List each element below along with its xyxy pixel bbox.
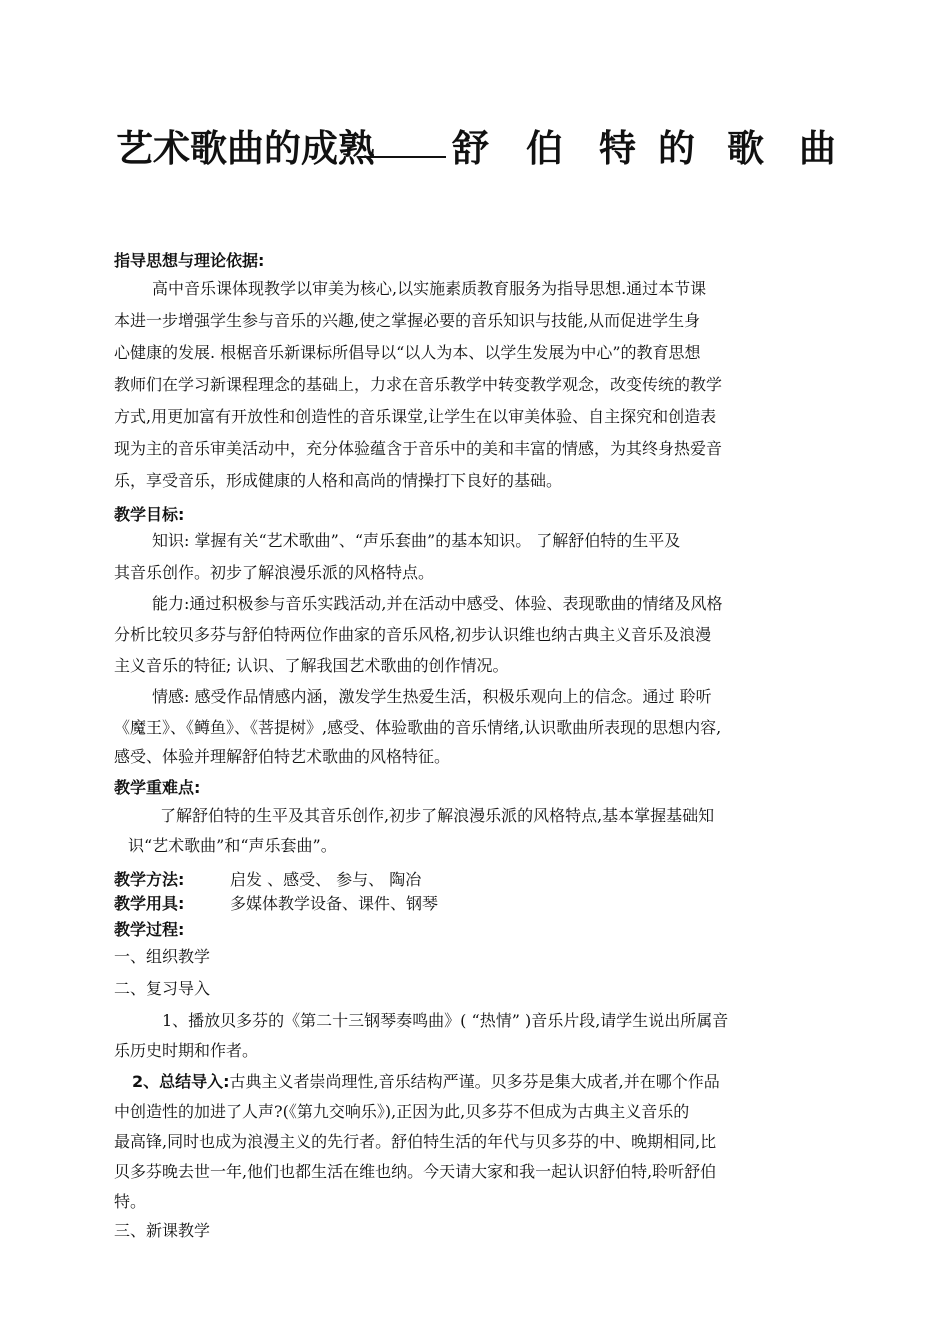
title-underline bbox=[358, 156, 446, 158]
process-item2-line-1 bbox=[132, 1071, 720, 1093]
goals-ability-line-3: 主义音乐的特征; 认识、了解我国艺术歌曲的创作情况。 bbox=[114, 656, 509, 675]
title-char-6: 曲 bbox=[799, 127, 836, 170]
process-item2-label: 2、总结导入: bbox=[132, 1072, 230, 1091]
process-item1-line-1: 1、播放贝多芬的《第二十三钢琴奏鸣曲》( “热情” )音乐片段,请学生说出所属音 bbox=[162, 1011, 729, 1030]
guide-heading: 指导思想与理论依据: bbox=[114, 251, 265, 270]
process-item2-first: 古典主义者崇尚理性,音乐结构严谨。贝多芬是集大成者,并在哪个作品 bbox=[229, 1072, 720, 1091]
tools-label: 教学用具: bbox=[114, 894, 185, 913]
method-label: 教学方法: bbox=[114, 870, 185, 889]
key-heading: 教学重难点: bbox=[114, 778, 201, 797]
tools-value: 多媒体教学设备、课件、钢琴 bbox=[230, 894, 439, 913]
goals-emotion-line-3: 感受、体验并理解舒伯特艺术歌曲的风格特征。 bbox=[114, 747, 451, 766]
goals-knowledge-line-1: 知识: 掌握有关“艺术歌曲”、“声乐套曲”的基本知识。 了解舒伯特的生平及 bbox=[152, 531, 681, 550]
document-title bbox=[116, 118, 836, 168]
title-char-2: 伯 bbox=[526, 127, 563, 170]
title-char-3: 特 bbox=[599, 127, 636, 170]
process-item1-line-2: 乐历史时期和作者。 bbox=[114, 1041, 259, 1060]
title-main: 艺术歌曲的成熟 bbox=[116, 127, 375, 170]
key-line-1: 了解舒伯特的生平及其音乐创作,初步了解浪漫乐派的风格特点,基本掌握基础知 bbox=[160, 806, 715, 825]
key-line-2: 识“艺术歌曲”和“声乐套曲”。 bbox=[128, 836, 337, 855]
goals-knowledge-line-2: 其音乐创作。初步了解浪漫乐派的风格特点。 bbox=[114, 563, 435, 582]
guide-line-4: 教师们在学习新课程理念的基础上，力求在音乐教学中转变教学观念，改变传统的教学 bbox=[114, 375, 723, 394]
guide-line-3: 心健康的发展. 根椐音乐新课标所倡导以“以人为本、以学生发展为中心”的教育思想 bbox=[114, 343, 701, 362]
goals-heading: 教学目标: bbox=[114, 505, 185, 524]
process-item2-line-2: 中创造性的加进了人声?(《第九交响乐》),正因为此,贝多芬不但成为古典主义音乐的 bbox=[114, 1102, 690, 1121]
title-char-5: 歌 bbox=[727, 127, 764, 170]
process-item2-line-3: 最高锋,同时也成为浪漫主义的先行者。舒伯特生活的年代与贝多芬的中、晚期相同,比 bbox=[114, 1132, 717, 1151]
guide-line-1: 高中音乐课体现教学以审美为核心,以实施素质教育服务为指导思想.通过本节课 bbox=[152, 279, 707, 298]
method-value: 启发 、感受、 参与、 陶冶 bbox=[230, 870, 422, 889]
guide-line-6: 现为主的音乐审美活动中，充分体验蕴含于音乐中的美和丰富的情感，为其终身热爱音 bbox=[114, 439, 723, 458]
process-item2-line-5: 特。 bbox=[114, 1192, 147, 1211]
process-item2-line-4: 贝多芬晚去世一年,他们也都生活在维也纳。今天请大家和我一起认识舒伯特,聆听舒伯 bbox=[114, 1162, 717, 1181]
guide-line-5: 方式,用更加富有开放性和创造性的音乐课堂,让学生在以审美体验、自主探究和创造表 bbox=[114, 407, 717, 426]
process-step-2: 二、复习导入 bbox=[114, 979, 211, 998]
process-step-1: 一、组织教学 bbox=[114, 947, 211, 966]
goals-emotion-line-2: 《魔王》、《鳟鱼》、《菩提树》,感受、体验歌曲的音乐情绪,认识歌曲所表现的思想内容, bbox=[114, 718, 722, 737]
title-char-4: 的 bbox=[658, 127, 695, 170]
process-step-3: 三、新课教学 bbox=[114, 1221, 211, 1240]
goals-ability-line-1: 能力:通过积极参与音乐实践活动,并在活动中感受、体验、表现歌曲的情绪及风格 bbox=[152, 594, 723, 613]
goals-emotion-line-1: 情感: 感受作品情感内涵，激发学生热爱生活，积极乐观向上的信念。通过 聆听 bbox=[152, 687, 712, 706]
goals-ability-line-2: 分析比较贝多芬与舒伯特两位作曲家的音乐风格,初步认识维也纳古典主义音乐及浪漫 bbox=[114, 625, 712, 644]
title-char-1: 舒 bbox=[452, 127, 489, 170]
guide-line-2: 本进一步增强学生参与音乐的兴趣,使之掌握必要的音乐知识与技能,从而促进学生身 bbox=[114, 311, 701, 330]
guide-line-7: 乐，享受音乐，形成健康的人格和高尚的情操打下良好的基础。 bbox=[114, 471, 563, 490]
process-heading: 教学过程: bbox=[114, 920, 185, 939]
